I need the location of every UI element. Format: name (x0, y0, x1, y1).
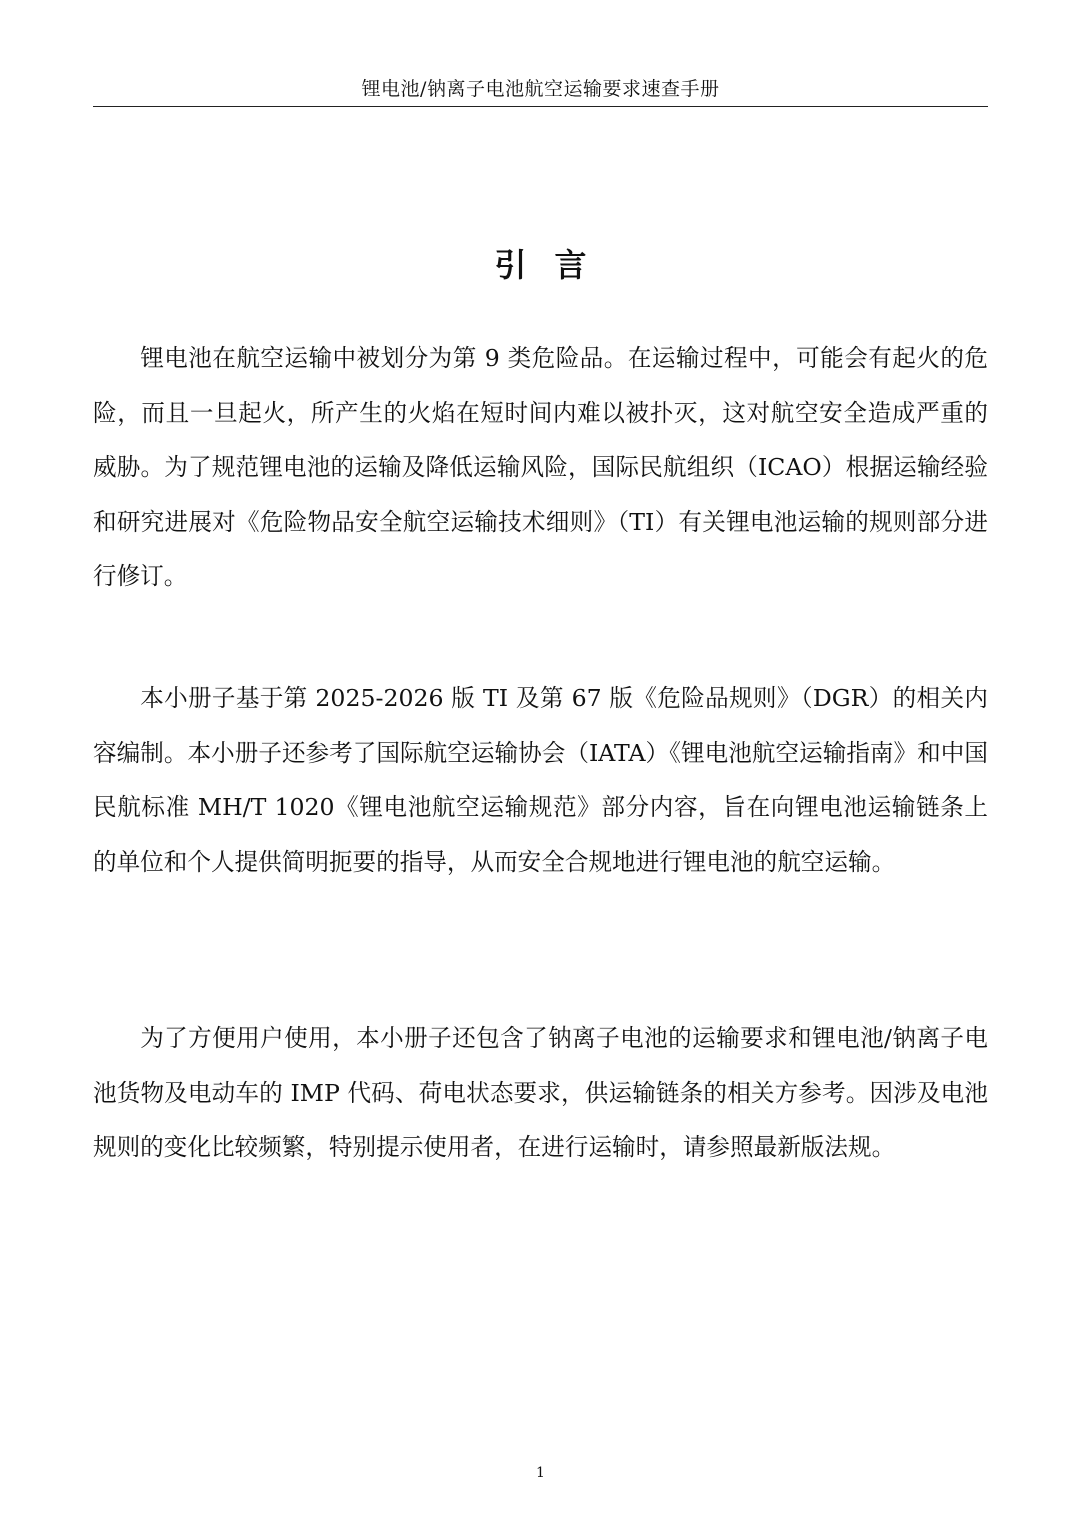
intro-paragraph-3: 为了方便用户使用，本小册子还包含了钠离子电池的运输要求和锂电池/钠离子电池货物及电动车的 IMP 代码、荷电状态要求，供运输链条的相关方参考。因涉及电池规则的变化比较频繁，特别提示使用者，在进行运输时，请参照最新版法规。 (93, 1024, 988, 1161)
header-rule (93, 106, 988, 107)
running-header: 锂电池/钠离子电池航空运输要求速查手册 (361, 78, 720, 100)
intro-paragraph-1: 锂电池在航空运输中被划分为第 9 类危险品。在运输过程中，可能会有起火的危险，而且一旦起火，所产生的火焰在短时间内难以被扑灭，这对航空安全造成严重的威胁。为了规范锂电池的运输及降低运输风险，国际民航组织（ICAO）根据运输经验和研究进展对《危险物品安全航空运输技术细则》（TI）有关锂电池运输的规则部分进行修订。 (93, 344, 988, 590)
page-title: 引言 (494, 246, 615, 285)
page-number: 1 (536, 1465, 545, 1481)
intro-paragraph-2: 本小册子基于第 2025-2026 版 TI 及第 67 版《危险品规则》（DGR）的相关内容编制。本小册子还参考了国际航空运输协会（IATA）《锂电池航空运输指南》和中国民航标准 MH/T 1020《锂电池航空运输规范》部分内容，旨在向锂电池运输链条上的单位和个人提供简明扼要的指导，从而安全合规地进行锂电池的航空运输。 (93, 684, 988, 876)
